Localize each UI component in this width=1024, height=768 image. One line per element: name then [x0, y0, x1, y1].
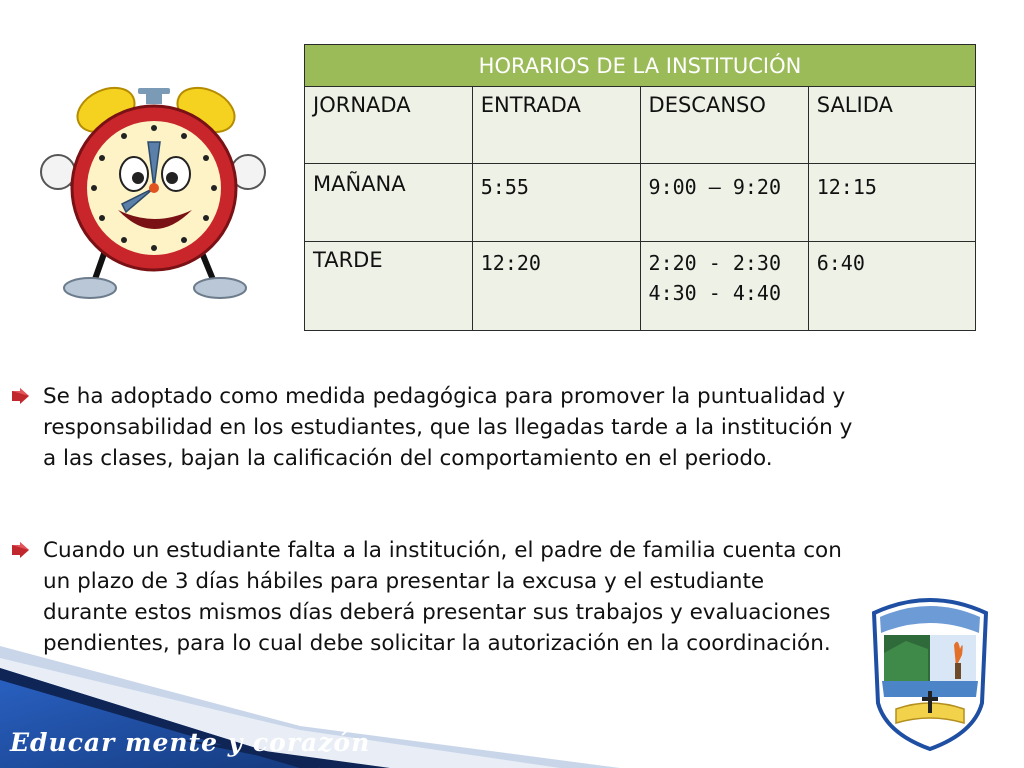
column-header: DESCANSO — [640, 87, 808, 164]
bullet-arrow-icon — [10, 542, 30, 558]
table-row — [305, 164, 976, 242]
descanso-line: 9:00 – 9:20 — [648, 175, 781, 199]
column-header: JORNADA — [305, 87, 473, 164]
cell-entrada: 5:55 — [472, 164, 640, 242]
cell-salida: 12:15 — [808, 164, 975, 242]
column-header: SALIDA — [808, 87, 975, 164]
bullet-text: Cuando un estudiante falta a la institución, el padre de familia cuenta con un plazo de 3 días hábiles para presentar la excusa y el estudiante durante estos mismos días deberá presentar sus trabajos y evaluaciones pendientes, para lo cual debe solicitar la autorización en la coordinación. — [43, 538, 842, 656]
descanso-line: 4:30 - 4:40 — [648, 281, 781, 305]
table-row — [305, 242, 976, 331]
bullet-text: Se ha adoptado como medida pedagógica para promover la puntualidad y responsabilidad en los estudiantes, que las llegadas tarde a la institución y a las clases, bajan la calificación del comportamiento en el periodo. — [43, 384, 853, 471]
school-crest-logo — [866, 593, 994, 753]
cell-jornada: MAÑANA — [305, 164, 473, 242]
descanso-line: 2:20 - 2:30 — [648, 251, 781, 275]
footer-slogan: Educar mente y corazón — [10, 728, 371, 757]
cell-descanso — [640, 164, 808, 242]
cell-entrada: 12:20 — [472, 242, 640, 331]
cell-descanso — [640, 242, 808, 331]
table-header-row — [305, 87, 976, 164]
table-title: HORARIOS DE LA INSTITUCIÓN — [305, 45, 976, 87]
column-header: ENTRADA — [472, 87, 640, 164]
cell-salida: 6:40 — [808, 242, 975, 331]
cell-jornada: TARDE — [305, 242, 473, 331]
bullet-arrow-icon — [10, 388, 30, 404]
schedule-table — [304, 44, 976, 331]
alarm-clock-illustration — [28, 70, 278, 310]
